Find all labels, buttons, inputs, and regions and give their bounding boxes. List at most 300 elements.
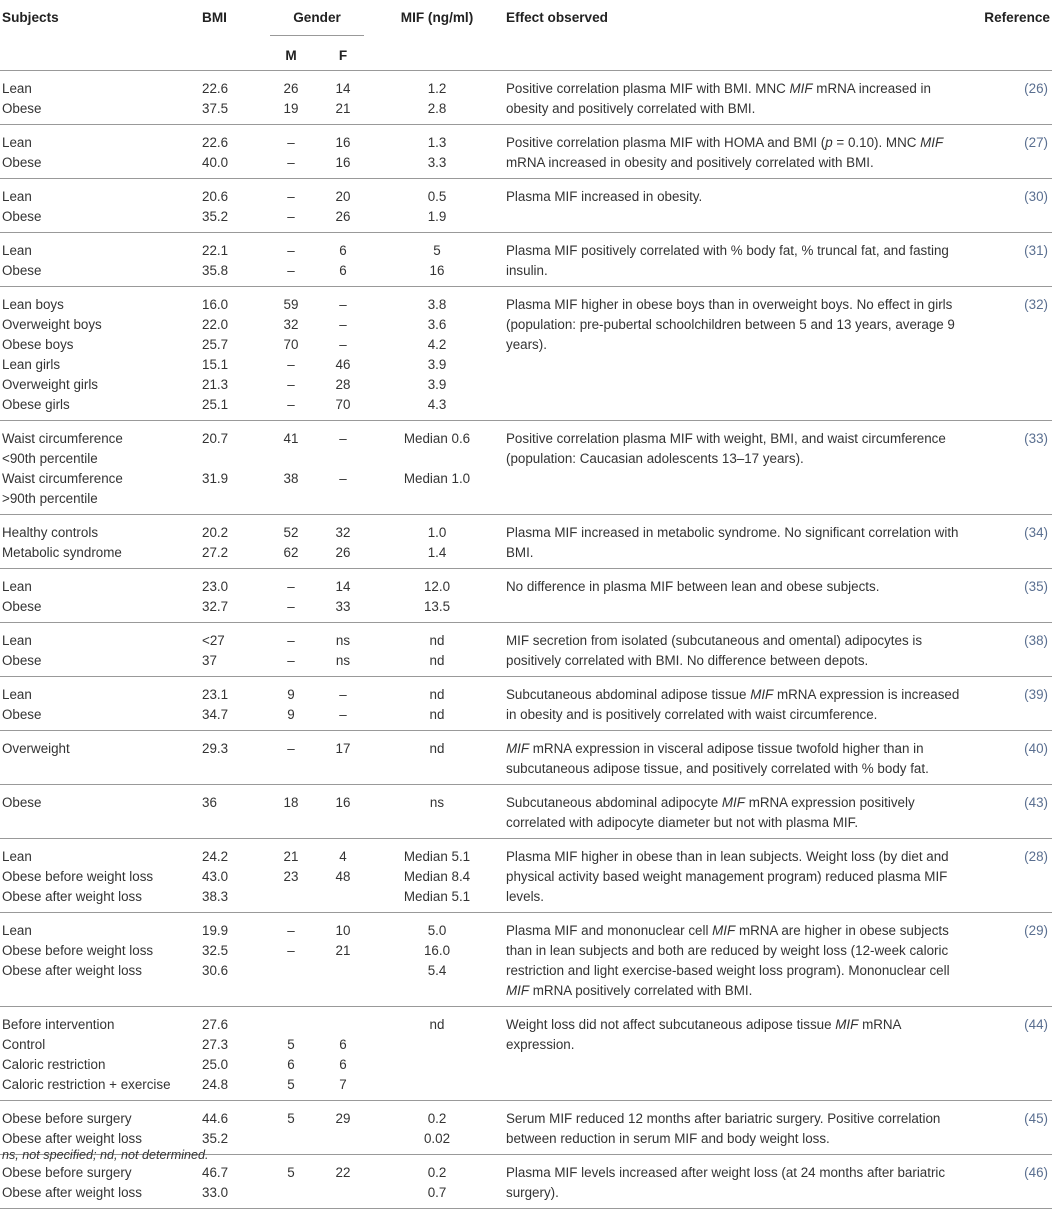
mif-cell-line: Median 8.4	[403, 869, 471, 884]
table-row	[0, 179, 1052, 233]
gender-m-cell-line: –	[287, 579, 295, 594]
bmi-cell	[200, 731, 264, 785]
mif-cell-line: 1.2	[427, 81, 447, 96]
subjects-cell	[0, 515, 200, 569]
bmi-cell	[200, 785, 264, 839]
bmi-cell	[200, 1007, 264, 1101]
gender-m-cell-line: –	[287, 243, 295, 258]
gender-m-cell-line: –	[287, 209, 295, 224]
gender-m-cell-line: –	[287, 943, 295, 958]
gender-m-cell	[264, 785, 316, 839]
subjects-cell	[0, 623, 200, 677]
subjects-cell	[0, 839, 200, 913]
gender-f-cell-line	[318, 1015, 368, 1035]
mif-cell	[368, 179, 504, 233]
gender-f-cell-line: –	[339, 471, 347, 486]
mif-cell	[368, 1101, 504, 1155]
header-gender	[264, 0, 368, 40]
bmi-cell-line	[202, 489, 264, 509]
gender-f-cell-line	[318, 887, 368, 907]
gender-m-cell	[264, 421, 316, 515]
mif-cell-line: 13.5	[423, 599, 451, 614]
reference-link[interactable]: (35)	[1024, 579, 1048, 594]
subjects-cell-line: Caloric restriction	[2, 1057, 106, 1072]
subjects-cell-line: >90th percentile	[2, 491, 98, 506]
gender-m-cell	[264, 125, 316, 179]
mif-cell-line: 5.0	[427, 923, 447, 938]
bmi-cell-line: 25.0	[202, 1057, 229, 1072]
mif-cell-line: Median 0.6	[403, 431, 471, 446]
mif-cell-line: 2.8	[427, 101, 447, 116]
mif-cell-line: 3.6	[427, 317, 447, 332]
gender-f-cell-line: 6	[339, 1037, 347, 1052]
table-row	[0, 1101, 1052, 1155]
gender-m-cell-line	[266, 449, 316, 469]
gender-f-cell-line: 29	[335, 1111, 351, 1126]
mif-cell-line: 16.0	[423, 943, 451, 958]
subjects-cell	[0, 71, 200, 125]
gender-m-cell	[264, 515, 316, 569]
bmi-cell-line: 24.2	[202, 849, 229, 864]
mif-cell-line: 0.7	[427, 1185, 447, 1200]
mif-cell-line: nd	[429, 633, 445, 648]
subjects-cell-line: Obese after weight loss	[2, 1131, 142, 1146]
subjects-cell-line: Lean girls	[2, 357, 61, 372]
bmi-cell-line: 22.6	[202, 81, 229, 96]
bmi-cell	[200, 623, 264, 677]
reference-link[interactable]: (34)	[1024, 525, 1048, 540]
bmi-cell-line: 37	[202, 653, 217, 668]
effect-cell: Positive correlation plasma MIF with HOMA and BMI (p = 0.10). MNC MIF mRNA increased in obesity and positively correlated with BMI.	[506, 135, 944, 170]
subjects-cell-line: Overweight	[2, 741, 70, 756]
bmi-cell-line: <27	[202, 633, 225, 648]
gender-f-cell	[316, 233, 368, 287]
subjects-cell-line: Obese	[2, 795, 42, 810]
gender-f-cell-line: 7	[339, 1077, 347, 1092]
header-bmi: BMI	[202, 10, 227, 25]
subjects-cell-line: Before intervention	[2, 1017, 115, 1032]
mif-cell-line: 1.0	[427, 525, 447, 540]
gender-f-cell-line: 16	[335, 135, 351, 150]
gender-m-cell-line: –	[287, 633, 295, 648]
gender-m-cell-line: –	[287, 923, 295, 938]
subjects-cell-line: Lean	[2, 633, 32, 648]
bmi-cell	[200, 677, 264, 731]
mif-cell-line	[370, 1035, 504, 1055]
subjects-cell-line: Lean	[2, 579, 32, 594]
mif-cell-line: Median 1.0	[403, 471, 471, 486]
table-row	[0, 233, 1052, 287]
gender-f-cell-line: 10	[335, 923, 351, 938]
reference-link[interactable]: (46)	[1024, 1165, 1048, 1180]
effect-cell: Positive correlation plasma MIF with weight, BMI, and waist circumference (population: Caucasian adolescents 13–17 years).	[506, 431, 946, 466]
bmi-cell	[200, 1155, 264, 1209]
bmi-cell-line: 31.9	[202, 471, 229, 486]
subjects-cell-line: Waist circumference	[2, 471, 123, 486]
gender-f-cell-line: –	[339, 687, 347, 702]
reference-link[interactable]: (28)	[1024, 849, 1048, 864]
mif-cell	[368, 421, 504, 515]
gender-m-cell-line: –	[287, 653, 295, 668]
bmi-cell-line: 20.2	[202, 525, 229, 540]
subjects-cell	[0, 1007, 200, 1101]
mif-cell-line: 0.2	[427, 1111, 447, 1126]
gender-f-cell-line: 6	[339, 263, 347, 278]
subjects-cell	[0, 1101, 200, 1155]
gender-f-cell-line: –	[339, 707, 347, 722]
subjects-cell-line: Waist circumference	[2, 431, 123, 446]
gender-m-cell-line: 70	[283, 337, 299, 352]
subjects-cell	[0, 913, 200, 1007]
bmi-cell-line: 27.2	[202, 545, 229, 560]
subjects-cell-line: Healthy controls	[2, 525, 99, 540]
subjects-cell	[0, 1155, 200, 1209]
bmi-cell-line: 34.7	[202, 707, 229, 722]
bmi-cell	[200, 913, 264, 1007]
subjects-cell-line: Lean	[2, 923, 32, 938]
table-row	[0, 569, 1052, 623]
bmi-cell-line: 40.0	[202, 155, 229, 170]
subjects-cell-line: Obese before surgery	[2, 1165, 132, 1180]
header-f: F	[338, 47, 348, 63]
gender-f-cell-line: 20	[335, 189, 351, 204]
table-row	[0, 785, 1052, 839]
gender-m-cell-line: 62	[283, 545, 299, 560]
table-footnote: ns, not specified; nd, not determined.	[2, 1148, 209, 1162]
gender-f-cell-line: 6	[339, 243, 347, 258]
mif-cell-line: 3.9	[427, 377, 447, 392]
gender-f-cell	[316, 623, 368, 677]
bmi-cell-line: 15.1	[202, 357, 229, 372]
table-row	[0, 913, 1052, 1007]
subjects-cell-line: Obese before surgery	[2, 1111, 132, 1126]
subjects-cell	[0, 569, 200, 623]
subjects-cell-line: Obese before weight loss	[2, 943, 154, 958]
gender-f-cell	[316, 913, 368, 1007]
gender-f-cell	[316, 71, 368, 125]
header-subjects: Subjects	[2, 10, 59, 25]
mif-cell-line: 1.4	[427, 545, 447, 560]
gender-m-cell	[264, 623, 316, 677]
bmi-cell-line: 32.5	[202, 943, 229, 958]
subjects-cell-line: Obese	[2, 263, 42, 278]
bmi-cell	[200, 233, 264, 287]
gender-f-cell-line: ns	[335, 653, 351, 668]
bmi-cell-line: 19.9	[202, 923, 229, 938]
mif-cell	[368, 569, 504, 623]
gender-f-cell	[316, 677, 368, 731]
bmi-cell-line: 27.3	[202, 1037, 229, 1052]
mif-cell	[368, 515, 504, 569]
mif-cell-line: nd	[429, 687, 445, 702]
gender-f-cell-line: 48	[335, 869, 351, 884]
bmi-cell	[200, 71, 264, 125]
subjects-cell	[0, 731, 200, 785]
mif-cell-line: Median 5.1	[403, 849, 471, 864]
gender-f-cell	[316, 569, 368, 623]
subjects-cell-line: Obese	[2, 599, 42, 614]
table-header	[0, 0, 1052, 71]
mif-cell-line	[370, 1055, 504, 1075]
mif-cell-line: nd	[429, 741, 445, 756]
gender-f-cell-line: 21	[335, 101, 351, 116]
mif-cell	[368, 1007, 504, 1101]
subjects-cell-line: Caloric restriction + exercise	[2, 1077, 171, 1092]
subjects-cell-line: Lean	[2, 687, 32, 702]
reference-link[interactable]: (38)	[1024, 633, 1048, 648]
table-row	[0, 731, 1052, 785]
gender-m-cell-line	[266, 1129, 316, 1149]
subjects-cell-line: Obese before weight loss	[2, 869, 154, 884]
mif-cell-line: 0.02	[423, 1131, 451, 1146]
gender-f-cell-line: 14	[335, 81, 351, 96]
gender-f-cell-line: 32	[335, 525, 351, 540]
gender-f-cell-line	[318, 1129, 368, 1149]
bmi-cell-line: 46.7	[202, 1165, 229, 1180]
bmi-cell	[200, 1101, 264, 1155]
bmi-cell-line: 23.1	[202, 687, 229, 702]
effect-cell: Serum MIF reduced 12 months after bariatric surgery. Positive correlation between reduction in serum MIF and body weight loss.	[506, 1111, 941, 1146]
bmi-cell-line: 43.0	[202, 869, 229, 884]
subjects-cell-line: Lean	[2, 189, 32, 204]
effect-cell: Plasma MIF increased in obesity.	[506, 189, 703, 204]
subjects-cell-line: Lean boys	[2, 297, 64, 312]
gender-f-cell-line: –	[339, 297, 347, 312]
reference-link[interactable]: (31)	[1024, 243, 1048, 258]
gender-m-cell-line: 52	[283, 525, 299, 540]
gender-m-cell-line: –	[287, 135, 295, 150]
effect-cell: Plasma MIF higher in obese than in lean subjects. Weight loss (by diet and physical activity based weight management program) reduced plasma MIF levels.	[506, 849, 949, 904]
gender-f-cell-line: –	[339, 337, 347, 352]
subjects-cell	[0, 125, 200, 179]
gender-f-cell-line: 6	[339, 1057, 347, 1072]
subjects-cell	[0, 677, 200, 731]
gender-f-cell-line: –	[339, 431, 347, 446]
reference-link[interactable]: (30)	[1024, 189, 1048, 204]
subjects-cell-line: Lean	[2, 243, 32, 258]
bmi-cell-line: 25.7	[202, 337, 229, 352]
mif-cell-line: 4.2	[427, 337, 447, 352]
bmi-cell-line: 22.6	[202, 135, 229, 150]
bmi-cell	[200, 287, 264, 421]
subjects-cell	[0, 421, 200, 515]
gender-m-cell-line: 5	[287, 1111, 295, 1126]
subjects-cell	[0, 179, 200, 233]
subjects-cell-line: Obese after weight loss	[2, 889, 142, 904]
gender-m-cell-line: –	[287, 357, 295, 372]
reference-link[interactable]: (40)	[1024, 741, 1048, 756]
mif-cell-line: 0.5	[427, 189, 447, 204]
gender-f-cell-line	[318, 961, 368, 981]
gender-m-cell-line: –	[287, 189, 295, 204]
table-row	[0, 515, 1052, 569]
gender-f-cell-line: 14	[335, 579, 351, 594]
subjects-cell-line: Obese	[2, 209, 42, 224]
gender-m-cell-line: 9	[287, 687, 295, 702]
bmi-cell-line: 38.3	[202, 889, 229, 904]
gender-m-cell-line: –	[287, 263, 295, 278]
bmi-cell-line: 25.1	[202, 397, 229, 412]
table-row	[0, 1155, 1052, 1209]
bmi-cell-line: 27.6	[202, 1017, 229, 1032]
gender-m-cell-line: 5	[287, 1037, 295, 1052]
table-row	[0, 421, 1052, 515]
gender-m-cell-line: –	[287, 397, 295, 412]
gender-f-cell-line: 70	[335, 397, 351, 412]
gender-f-cell-line: 21	[335, 943, 351, 958]
bmi-cell-line: 35.8	[202, 263, 229, 278]
mif-cell-line: nd	[429, 707, 445, 722]
table-row	[0, 623, 1052, 677]
bmi-cell-line: 20.6	[202, 189, 229, 204]
gender-m-cell	[264, 731, 316, 785]
mif-cell-line: ns	[429, 795, 445, 810]
table-row	[0, 125, 1052, 179]
reference-link[interactable]: (44)	[1024, 1017, 1048, 1032]
gender-f-cell-line: 16	[335, 795, 351, 810]
mif-cell-line: 3.8	[427, 297, 447, 312]
reference-link[interactable]: (45)	[1024, 1111, 1048, 1126]
bmi-cell-line: 33.0	[202, 1185, 229, 1200]
reference-link[interactable]: (26)	[1024, 81, 1048, 96]
bmi-cell-line	[202, 449, 264, 469]
gender-m-cell	[264, 913, 316, 1007]
effect-cell: No difference in plasma MIF between lean and obese subjects.	[506, 579, 880, 594]
mif-cell	[368, 125, 504, 179]
gender-f-cell	[316, 1007, 368, 1101]
mif-cell	[368, 785, 504, 839]
reference-link[interactable]: (39)	[1024, 687, 1048, 702]
mif-cell-line	[370, 449, 504, 469]
bmi-cell	[200, 569, 264, 623]
gender-m-cell	[264, 287, 316, 421]
mif-cell	[368, 233, 504, 287]
subjects-cell-line: Obese boys	[2, 337, 74, 352]
gender-m-cell-line: –	[287, 599, 295, 614]
gender-m-cell-line: 6	[287, 1057, 295, 1072]
mif-cell-line: 5	[433, 243, 441, 258]
mif-cell-line: 1.3	[427, 135, 447, 150]
reference-link[interactable]: (43)	[1024, 795, 1048, 810]
reference-link[interactable]: (33)	[1024, 431, 1048, 446]
bmi-cell	[200, 421, 264, 515]
header-reference: Reference	[984, 10, 1050, 25]
gender-f-cell-line: 22	[335, 1165, 351, 1180]
gender-m-cell	[264, 1101, 316, 1155]
subjects-cell-line: Obese	[2, 155, 42, 170]
gender-m-cell	[264, 233, 316, 287]
mif-cell-line: 1.9	[427, 209, 447, 224]
gender-f-cell-line: 26	[335, 545, 351, 560]
subjects-cell	[0, 785, 200, 839]
gender-m-cell	[264, 677, 316, 731]
gender-m-cell-line: 19	[283, 101, 299, 116]
bmi-cell-line: 23.0	[202, 579, 229, 594]
gender-m-cell	[264, 1007, 316, 1101]
gender-f-cell-line: 26	[335, 209, 351, 224]
reference-link[interactable]: (32)	[1024, 297, 1048, 312]
gender-f-cell-line: 16	[335, 155, 351, 170]
gender-m-cell-line: 59	[283, 297, 299, 312]
gender-f-cell-line: ns	[335, 633, 351, 648]
mif-cell	[368, 287, 504, 421]
effect-cell: Positive correlation plasma MIF with BMI. MNC MIF mRNA increased in obesity and positively correlated with BMI.	[506, 81, 931, 116]
table-row	[0, 839, 1052, 913]
gender-m-cell-line: –	[287, 377, 295, 392]
gender-f-cell	[316, 421, 368, 515]
gender-f-cell	[316, 179, 368, 233]
mif-cell-line: 12.0	[423, 579, 451, 594]
gender-f-cell-line: –	[339, 317, 347, 332]
mif-cell	[368, 677, 504, 731]
gender-f-cell-line: 28	[335, 377, 351, 392]
bmi-cell	[200, 515, 264, 569]
bmi-cell-line: 24.8	[202, 1077, 229, 1092]
bmi-cell-line: 21.3	[202, 377, 229, 392]
gender-m-cell	[264, 569, 316, 623]
gender-m-cell-line	[266, 1183, 316, 1203]
bmi-cell-line: 22.1	[202, 243, 229, 258]
gender-f-cell	[316, 515, 368, 569]
subjects-cell-line: Lean	[2, 135, 32, 150]
effect-cell: Subcutaneous abdominal adipose tissue MIF mRNA expression is increased in obesity and is positively correlated with waist circumference.	[506, 687, 960, 722]
gender-m-cell-line: 5	[287, 1165, 295, 1180]
table-body	[0, 71, 1052, 1209]
subjects-cell-line: Obese	[2, 653, 42, 668]
mif-cell-line	[370, 1075, 504, 1095]
mif-cell-line: 5.4	[427, 963, 447, 978]
header-m: M	[285, 47, 297, 63]
subjects-cell-line: Obese	[2, 101, 42, 116]
mif-cell-line: nd	[429, 1017, 445, 1032]
gender-m-cell-line: 32	[283, 317, 299, 332]
mif-cell-line: 3.3	[427, 155, 447, 170]
gender-m-cell-line: 5	[287, 1077, 295, 1092]
subjects-cell-line: Obese	[2, 707, 42, 722]
gender-f-cell	[316, 1155, 368, 1209]
subjects-cell-line: Metabolic syndrome	[2, 545, 122, 560]
subjects-cell-line: Lean	[2, 81, 32, 96]
effect-cell: Plasma MIF levels increased after weight loss (at 24 months after bariatric surgery).	[506, 1165, 946, 1200]
effect-cell: Weight loss did not affect subcutaneous adipose tissue MIF mRNA expression.	[506, 1017, 901, 1052]
gender-m-cell	[264, 839, 316, 913]
mif-cell-line: 16	[429, 263, 445, 278]
header-mif: MIF (ng/ml)	[400, 10, 474, 25]
gender-f-cell-line	[318, 1183, 368, 1203]
gender-m-cell-line: –	[287, 155, 295, 170]
effect-cell: Plasma MIF and mononuclear cell MIF mRNA are higher in obese subjects than in lean subjects and both are reduced by weight loss (12-week caloric restriction and light exercise-based weight loss program). Mononuclear cell MIF mRNA positively correlated with BMI.	[506, 923, 950, 998]
bmi-cell-line: 37.5	[202, 101, 229, 116]
gender-m-cell-line: 21	[283, 849, 299, 864]
bmi-cell-line: 22.0	[202, 317, 229, 332]
mif-cell	[368, 913, 504, 1007]
reference-link[interactable]: (29)	[1024, 923, 1048, 938]
gender-f-cell	[316, 1101, 368, 1155]
table-row	[0, 287, 1052, 421]
gender-m-cell-line: 9	[287, 707, 295, 722]
subjects-cell	[0, 233, 200, 287]
gender-f-cell-line: 17	[335, 741, 351, 756]
effect-cell: MIF secretion from isolated (subcutaneous and omental) adipocytes is positively correlated with BMI. No difference between depots.	[506, 633, 923, 668]
subjects-cell-line: Control	[2, 1037, 46, 1052]
mif-cell	[368, 623, 504, 677]
bmi-cell-line: 35.2	[202, 1131, 229, 1146]
reference-link[interactable]: (27)	[1024, 135, 1048, 150]
gender-m-cell	[264, 1155, 316, 1209]
gender-f-cell	[316, 287, 368, 421]
gender-f-cell	[316, 731, 368, 785]
gender-m-cell-line: 18	[283, 795, 299, 810]
